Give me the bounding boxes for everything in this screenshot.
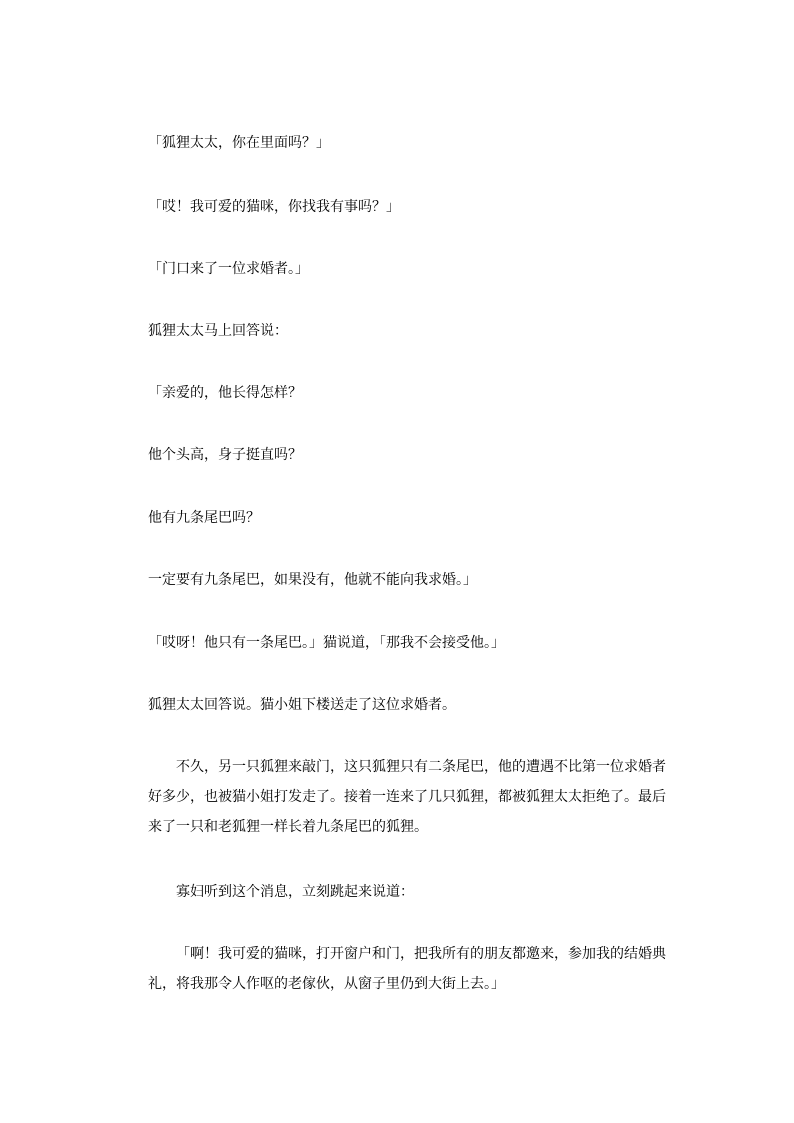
paragraph-1: 「狐狸太太，你在里面吗？」 [148,135,330,151]
paragraph-8: 一定要有九条尾巴，如果没有，他就不能向我求婚。」 [148,572,477,588]
paragraph-10: 狐狸太太回答说。猫小姐下楼送走了这位求婚者。 [148,697,456,713]
paragraph-9: 「哎呀！他只有一条尾巴。」猫说道，「那我不会接受他。」 [148,635,505,651]
paragraph-7: 他有九条尾巴吗？ [148,510,260,526]
paragraph-4: 狐狸太太马上回答说： [148,323,288,339]
paragraph-2: 「哎！我可爱的猫咪，你找我有事吗？」 [148,199,400,215]
paragraph-13: 「啊！我可爱的猫咪，打开窗户和门，把我所有的朋友都邀来，参加我的结婚典礼，将我那令人作呕的老傢伙，从窗子里仍到大街上去。」 [148,946,666,992]
paragraph-11: 不久，另一只狐狸来敲门，这只狐狸只有二条尾巴，他的遭遇不比第一位求婚者好多少，也被猫小姐打发走了。接着一连来了几只狐狸，都被狐狸太太拒绝了。最后来了一只和老狐狸一样长着九条尾巴的狐狸。 [148,759,666,835]
paragraph-12: 寡妇听到这个消息，立刻跳起来说道： [176,884,414,900]
paragraph-3: 「门口来了一位求婚者。」 [148,261,309,277]
paragraph-6: 他个头高，身子挺直吗？ [148,447,302,463]
paragraph-5: 「亲爱的，他长得怎样？ [148,385,302,401]
